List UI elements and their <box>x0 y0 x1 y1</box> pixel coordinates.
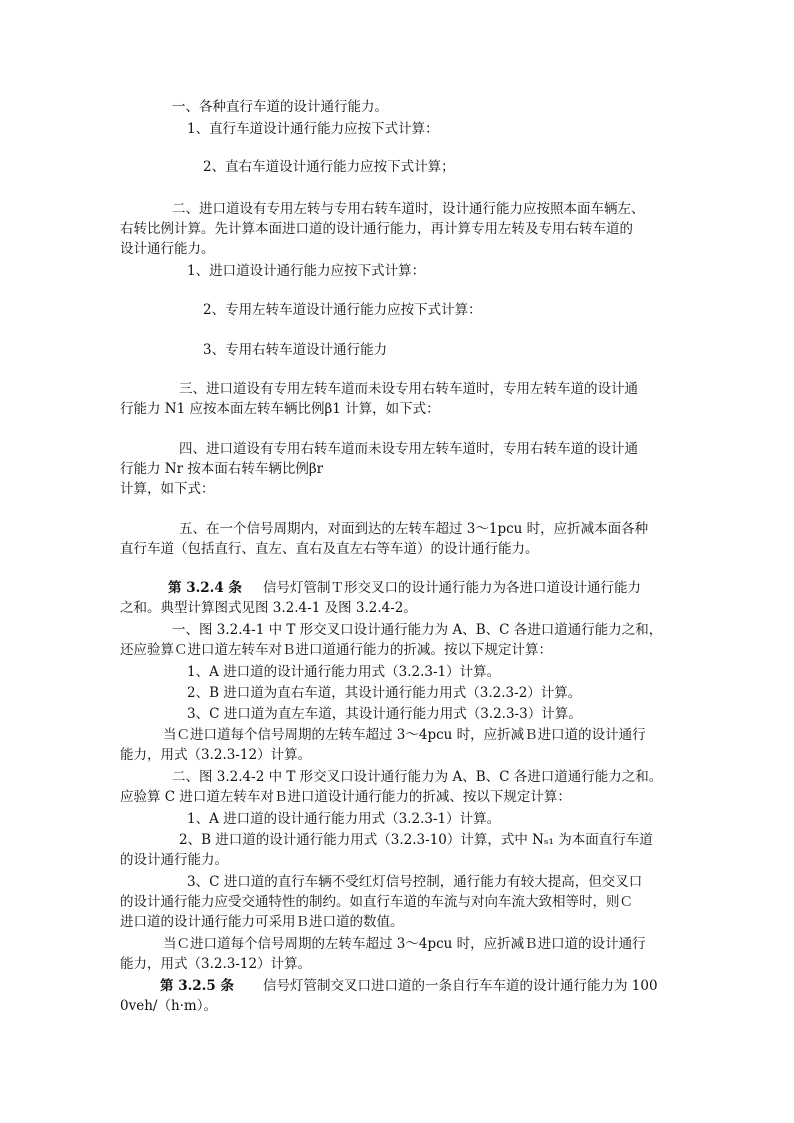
text-line: 五、在一个信号周期内，对面到达的左转车超过 3～1pcu 时，应折减本面各种 <box>179 521 649 537</box>
text-line: 1、进口道设计通行能力应按下式计算： <box>187 263 426 279</box>
text-line: 应验算 C 进口道左转车对Ｂ进口道设计通行能力的折减、按以下规定计算： <box>120 789 571 805</box>
text-line: 当Ｃ进口道每个信号周期的左转车超过 3～4pcu 时，应折减Ｂ进口道的设计通行 <box>163 936 646 952</box>
text-line: 信号灯管制Ｔ形交叉口的设计通行能力为各进口道设计通行能力 <box>263 580 641 596</box>
text-line: 能力，用式（3.2.3-12）计算。 <box>120 956 312 972</box>
text-line: 3、专用右转车道设计通行能力 <box>203 342 388 358</box>
text-line: 3、C 进口道的直行车辆不受红灯信号控制，通行能力有较大提高，但交叉口 <box>187 874 643 890</box>
text-line: 二、进口道设有专用左转与专用右转车道时，设计通行能力应按照本面车辆左、 <box>172 201 645 217</box>
text-line: 设计通行能力。 <box>120 241 215 257</box>
text-line: 行能力 Nr 按本面右转车辆比例βr <box>120 461 324 477</box>
text-line: 2、专用左转车道设计通行能力应按下式计算： <box>203 302 482 318</box>
text-line: 四、进口道设有专用右转车道而未设专用左转车道时，专用右转车道的设计通 <box>179 441 638 457</box>
text-line: 之和。典型计算图式见图 3.2.4-1 及图 3.2.4-2。 <box>120 600 417 616</box>
text-line: 直行车道（包括直行、直左、直右及直左右等车道）的设计通行能力。 <box>120 541 539 557</box>
text-line: 2、直右车道设计通行能力应按下式计算； <box>203 159 455 175</box>
text-line: 计算，如下式： <box>120 481 215 497</box>
text-line: 0veh/（h·m）。 <box>120 998 217 1014</box>
text-line: 1、A 进口道的设计通行能力用式（3.2.3-1）计算。 <box>187 811 501 827</box>
text-line: 还应验算Ｃ进口道左转车对Ｂ进口道通行能力的折减。按以下规定计算： <box>120 642 552 658</box>
text-line: 3、C 进口道为直左车道，其设计通行能力用式（3.2.3-3）计算。 <box>187 706 582 722</box>
text-line: 一、各种直行车道的设计通行能力。 <box>172 99 388 115</box>
text-line: 2、B 进口道的设计通行能力用式（3.2.3-10）计算，式中 Nₛ₁ 为本面直行车道 <box>179 832 653 848</box>
text-line: 1、直行车道设计通行能力应按下式计算： <box>187 121 439 137</box>
text-line: 2、B 进口道为直右车道，其设计通行能力用式（3.2.3-2）计算。 <box>187 685 582 701</box>
text-line: 进口道的设计通行能力可采用Ｂ进口道的数值。 <box>120 914 404 930</box>
text-line: 右转比例计算。先计算本面进口道的设计通行能力，再计算专用左转及专用右转车道的 <box>120 221 633 237</box>
text-line: 行能力 N1 应按本面左转车辆比例β1 计算，如下式： <box>120 401 440 417</box>
text-line: 的设计通行能力应受交通特性的制约。如直行车道的车流与对向车流大致相等时，则Ｃ <box>120 894 633 910</box>
text-line: 二、图 3.2.4-2 中 T 形交叉口设计通行能力为 A、B、C 各进口道通行能力之和。 <box>172 769 663 785</box>
text-line: 三、进口道设有专用左转车道而未设专用右转车道时，专用左转车道的设计通 <box>179 381 638 397</box>
article-number: 第 3.2.4 条 <box>168 580 242 596</box>
text-line: 信号灯管制交叉口进口道的一条自行车车道的设计通行能力为 100 <box>263 978 658 994</box>
article-number: 第 3.2.5 条 <box>160 978 234 994</box>
text-line: 1、A 进口道的设计通行能力用式（3.2.3-1）计算。 <box>187 664 501 680</box>
text-line: 当Ｃ进口道每个信号周期的左转车超过 3～4pcu 时，应折减Ｂ进口道的设计通行 <box>163 727 646 743</box>
text-line: 一、图 3.2.4-1 中 T 形交叉口设计通行能力为 A、B、C 各进口道通行能力之和， <box>172 622 663 638</box>
text-line: 的设计通行能力。 <box>120 852 228 868</box>
text-line: 能力，用式（3.2.3-12）计算。 <box>120 747 312 763</box>
